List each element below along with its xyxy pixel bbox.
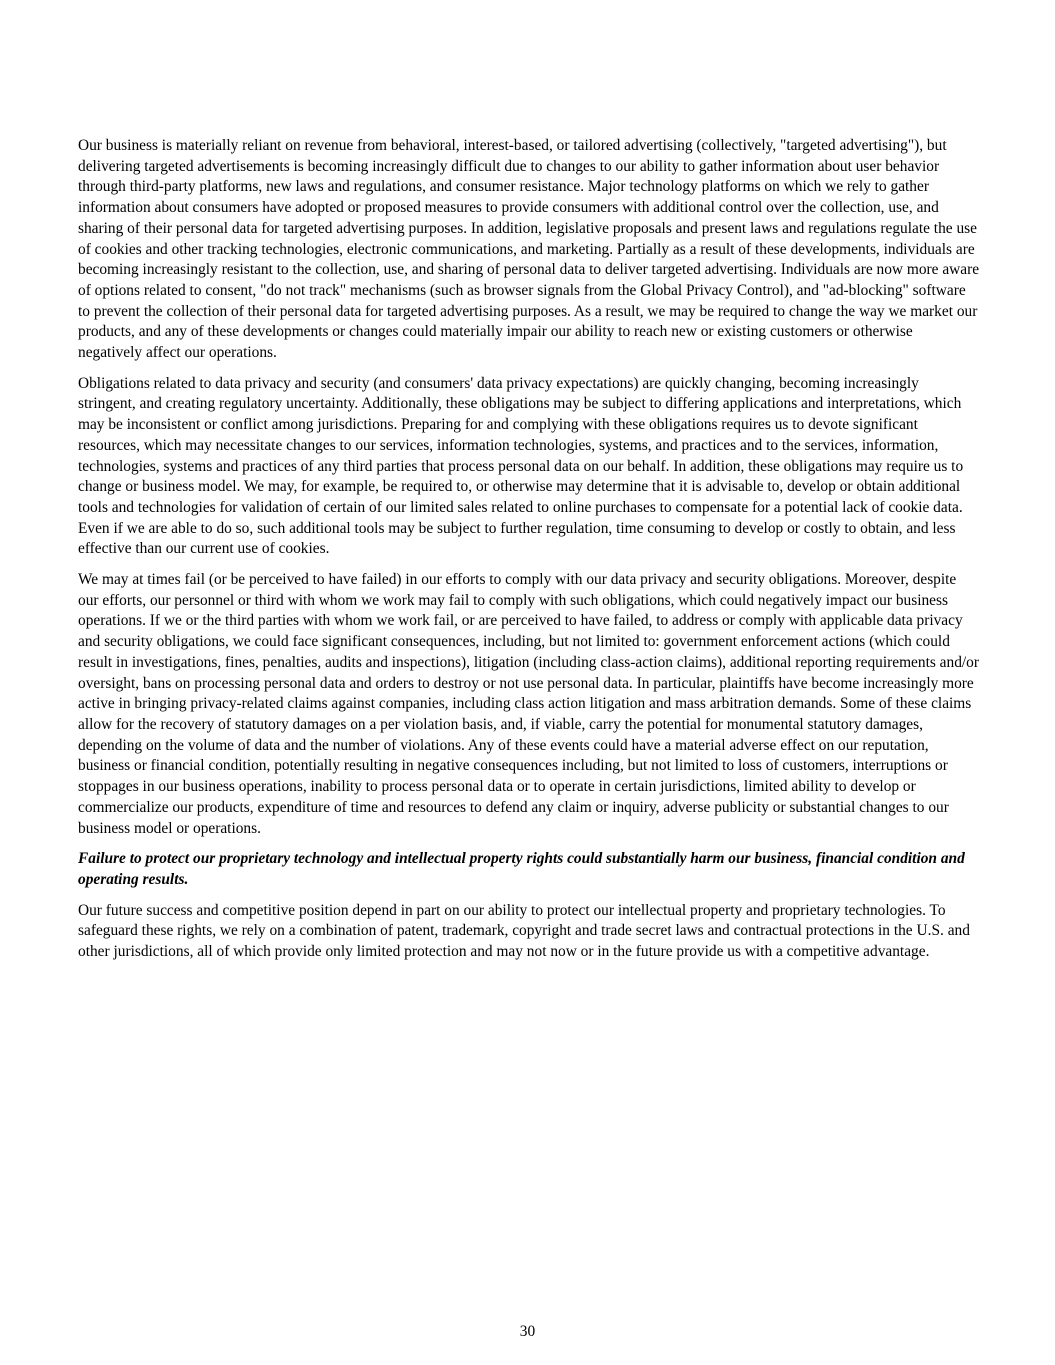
paragraph-ip-protection: Our future success and competitive position depend in part on our ability to protect our intellectual property and proprietary technologies. To safeguard these rights, we rely on a combination of patent, trademark, copyright and trade secret laws and contractual protections in the U.S. and other jurisdictions, all of which provide only limited protection and may not now or in the future provide us with a competitive advantage.: [78, 901, 970, 961]
paragraph-privacy-obligations: Obligations related to data privacy and security (and consumers' data privacy expectations) are quickly changing, becoming increasingly stringent, and creating regulatory uncertainty. Additionally, these obligations may be subject to differing applications and interpretations, which may be inconsistent or conflict among jurisdictions. Preparing for and complying with these obligations requires us to devote significant resources, which may necessitate changes to our services, information technologies, systems, and practices and to the services, information, technologies, systems and practices of any third parties that process personal data on our behalf. In addition, these obligations may require us to change or business model. We may, for example, be required to, or otherwise may determine that it is advisable to, develop or obtain additional tools and technologies for validation of certain of our limited sales related to online purchases to compensate for a potential lack of cookie data. Even if we are able to do so, such additional tools may be subject to further regulation, time consuming to develop or costly to obtain, and less effective than our current use of cookies.: [78, 374, 964, 558]
page-number: 30: [519, 1323, 536, 1340]
paragraph-targeted-advertising: Our business is materially reliant on revenue from behavioral, interest-based, or tailored advertising (collectively, "targeted advertising"), but delivering targeted advertisements is becoming increasingly difficult due to changes to our ability to gather information about user behavior through third-party platforms, new laws and regulations, and consumer resistance. Major technology platforms on which we rely to gather information about consumers have adopted or proposed measures to provide consumers with additional control over the collection, use, and sharing of their personal data for targeted advertising purposes. In addition, legislative proposals and present laws and regulations regulate the use of cookies and other tracking technologies, electronic communications, and marketing. Partially as a result of these developments, individuals are becoming increasingly resistant to the collection, use, and sharing of personal data to deliver targeted advertising. Individuals are now more aware of options related to consent, "do not track" mechanisms (such as browser signals from the Global Privacy Control), and "ad-blocking" software to prevent the collection of their personal data for targeted advertising purposes. As a result, we may be required to change the way we market our products, and any of these developments or changes could materially impair our ability to reach new or existing customers or otherwise negatively affect our operations.: [78, 137, 980, 362]
section-heading-ip-protection: Failure to protect our proprietary technology and intellectual property rights could substantially harm our business, financial condition and operating results.: [78, 850, 965, 888]
document-page: [78, 136, 980, 973]
paragraph-compliance-failure: We may at times fail (or be perceived to have failed) in our efforts to comply with our data privacy and security obligations. Moreover, despite our efforts, our personnel or third with whom we work may fail to comply with such obligations, which could negatively impact our business operations. If we or the third parties with whom we work fail, or are perceived to have failed, to address or comply with applicable data privacy and security obligations, we could face significant consequences, including, but not limited to: government enforcement actions (which could result in investigations, fines, penalties, audits and inspections), litigation (including class-action claims), additional reporting requirements and/or oversight, bans on processing personal data and orders to destroy or not use personal data. In particular, plaintiffs have become increasingly more active in bringing privacy-related claims against companies, including class action litigation and mass arbitration demands. Some of these claims allow for the recovery of statutory damages on a per violation basis, and, if viable, carry the potential for monumental statutory damages, depending on the volume of data and the number of violations. Any of these events could have a material adverse effect on our reputation, business or financial condition, potentially resulting in negative consequences including, but not limited to loss of customers, interruptions or stoppages in our business operations, inability to process personal data or to operate in certain jurisdictions, limited ability to develop or commercialize our products, expenditure of time and resources to defend any claim or inquiry, adverse publicity or substantial changes to our business model or operations.: [78, 571, 979, 837]
